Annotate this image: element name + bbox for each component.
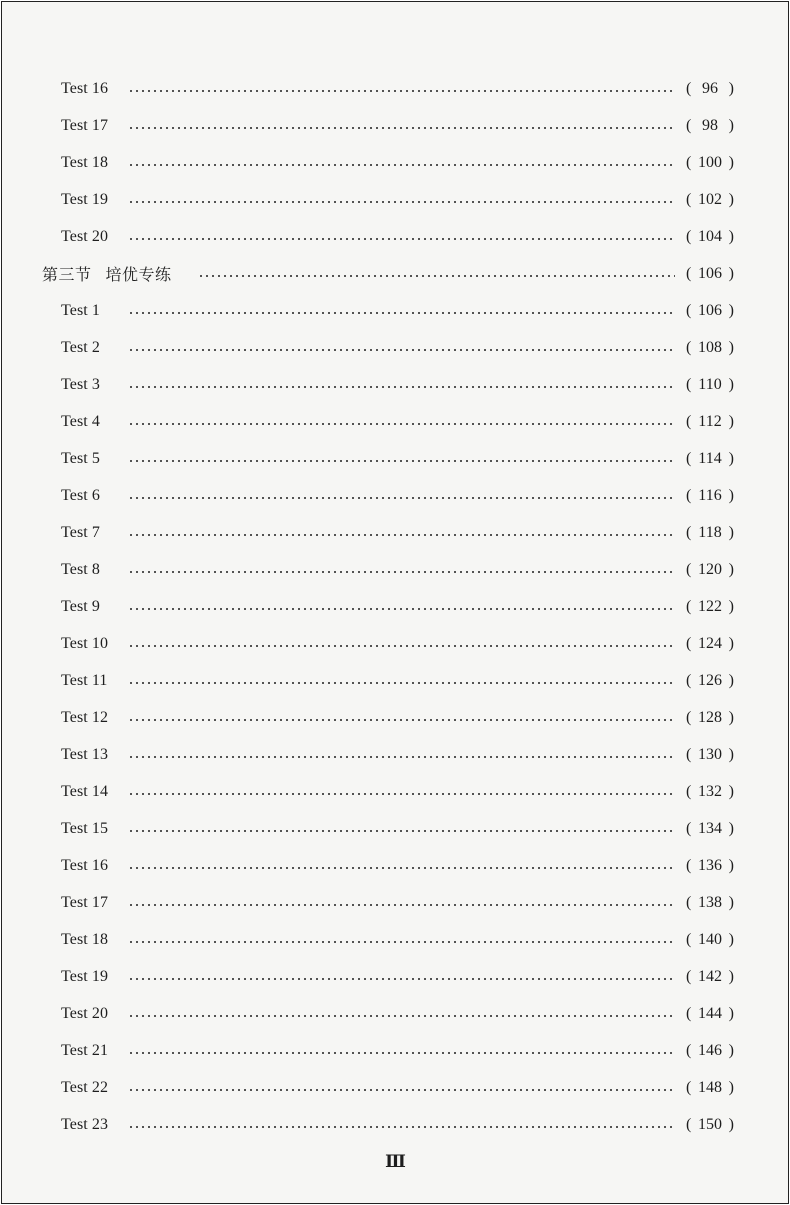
toc-entry bbox=[2, 699, 788, 736]
page-value: 136 bbox=[698, 856, 722, 874]
toc-entry-title: Test 7 bbox=[61, 523, 101, 541]
paren-open: ( bbox=[686, 301, 692, 319]
paren-close: ) bbox=[728, 671, 734, 689]
paren-open: ( bbox=[686, 1041, 692, 1059]
paren-close: ) bbox=[728, 745, 734, 763]
toc-page-number bbox=[686, 302, 734, 320]
paren-open: ( bbox=[686, 745, 692, 763]
dot-leader bbox=[128, 1126, 675, 1128]
toc-page-number bbox=[686, 820, 734, 838]
dot-leader bbox=[128, 90, 675, 92]
section-title: 培优专练 bbox=[105, 267, 172, 284]
toc-entry-title: Test 8 bbox=[61, 560, 101, 578]
paren-open: ( bbox=[686, 116, 692, 134]
page-value: 124 bbox=[698, 634, 722, 652]
toc-entry bbox=[2, 292, 788, 329]
toc-page-number bbox=[686, 968, 734, 986]
paren-open: ( bbox=[686, 153, 692, 171]
page-value: 132 bbox=[698, 782, 722, 800]
paren-open: ( bbox=[686, 893, 692, 911]
paren-close: ) bbox=[728, 449, 734, 467]
paren-open: ( bbox=[686, 856, 692, 874]
toc-page-number bbox=[686, 1116, 734, 1134]
paren-close: ) bbox=[728, 819, 734, 837]
toc-page-number bbox=[686, 487, 734, 505]
toc-page-number bbox=[686, 413, 734, 431]
paren-open: ( bbox=[686, 634, 692, 652]
dot-leader bbox=[128, 719, 675, 721]
paren-open: ( bbox=[686, 449, 692, 467]
page-value: 140 bbox=[698, 930, 722, 948]
toc-page-number bbox=[686, 598, 734, 616]
paren-close: ) bbox=[728, 1078, 734, 1096]
toc-entry-title: Test 17 bbox=[61, 116, 109, 134]
toc-entry bbox=[2, 588, 788, 625]
paren-close: ) bbox=[728, 227, 734, 245]
paren-open: ( bbox=[686, 708, 692, 726]
paren-close: ) bbox=[728, 893, 734, 911]
toc-entry-title: Test 4 bbox=[61, 412, 101, 430]
toc-entry bbox=[2, 1069, 788, 1106]
toc-entry-title: Test 15 bbox=[61, 819, 109, 837]
toc-entry bbox=[2, 884, 788, 921]
paren-open: ( bbox=[686, 819, 692, 837]
toc-entry bbox=[2, 662, 788, 699]
paren-close: ) bbox=[728, 301, 734, 319]
paren-close: ) bbox=[728, 116, 734, 134]
page-value: 96 bbox=[702, 79, 718, 97]
toc-entry bbox=[2, 736, 788, 773]
paren-open: ( bbox=[686, 1078, 692, 1096]
dot-leader bbox=[128, 571, 675, 573]
paren-open: ( bbox=[686, 523, 692, 541]
toc-entry bbox=[2, 810, 788, 847]
dot-leader bbox=[128, 1089, 675, 1091]
paren-close: ) bbox=[728, 153, 734, 171]
page-value: 148 bbox=[698, 1078, 722, 1096]
toc-entry-title: Test 1 bbox=[61, 301, 101, 319]
paren-close: ) bbox=[728, 375, 734, 393]
toc-entry-title: Test 6 bbox=[61, 486, 101, 504]
page-value: 106 bbox=[698, 264, 722, 282]
toc-entry bbox=[2, 773, 788, 810]
toc-entry-title: Test 21 bbox=[61, 1041, 109, 1059]
paren-open: ( bbox=[686, 671, 692, 689]
paren-close: ) bbox=[728, 338, 734, 356]
toc-page-number bbox=[686, 1005, 734, 1023]
page-number: Ⅲ bbox=[385, 1152, 405, 1171]
dot-leader bbox=[128, 645, 675, 647]
toc-entry-title: Test 11 bbox=[61, 671, 108, 689]
toc-page-number bbox=[686, 117, 734, 135]
toc-entry bbox=[2, 440, 788, 477]
page-value: 138 bbox=[698, 893, 722, 911]
toc-entry bbox=[2, 366, 788, 403]
toc-entry-title: Test 12 bbox=[61, 708, 109, 726]
toc-entry-title: Test 3 bbox=[61, 375, 101, 393]
dot-leader bbox=[128, 460, 675, 462]
paren-close: ) bbox=[728, 1004, 734, 1022]
paren-close: ) bbox=[728, 79, 734, 97]
page-value: 106 bbox=[698, 301, 722, 319]
dot-leader bbox=[128, 978, 675, 980]
toc-entry bbox=[2, 625, 788, 662]
dot-leader bbox=[128, 830, 675, 832]
toc-entry bbox=[2, 403, 788, 440]
toc-page-number bbox=[686, 1042, 734, 1060]
toc-entry bbox=[2, 514, 788, 551]
page-value: 110 bbox=[698, 375, 722, 393]
paren-close: ) bbox=[728, 1115, 734, 1133]
dot-leader bbox=[128, 1015, 675, 1017]
page-value: 146 bbox=[698, 1041, 722, 1059]
page-value: 108 bbox=[698, 338, 722, 356]
dot-leader bbox=[128, 867, 675, 869]
toc-entry bbox=[2, 921, 788, 958]
toc-entry-title: Test 5 bbox=[61, 449, 101, 467]
toc-page-number bbox=[686, 857, 734, 875]
paren-close: ) bbox=[728, 523, 734, 541]
toc-entry bbox=[2, 144, 788, 181]
toc-page-number bbox=[686, 746, 734, 764]
paren-close: ) bbox=[728, 190, 734, 208]
page-value: 120 bbox=[698, 560, 722, 578]
paren-close: ) bbox=[728, 634, 734, 652]
toc-page-number bbox=[686, 1079, 734, 1097]
section-number: 第三节 bbox=[42, 267, 92, 284]
dot-leader bbox=[128, 349, 675, 351]
toc-entry-title: Test 14 bbox=[61, 782, 109, 800]
page-value: 126 bbox=[698, 671, 722, 689]
toc-entry bbox=[2, 847, 788, 884]
toc-entry bbox=[2, 1106, 788, 1143]
paren-open: ( bbox=[686, 967, 692, 985]
toc-entry bbox=[2, 477, 788, 514]
toc-entry-title: Test 20 bbox=[61, 1004, 109, 1022]
page-value: 112 bbox=[698, 412, 722, 430]
toc-page-number bbox=[686, 561, 734, 579]
dot-leader bbox=[128, 201, 675, 203]
toc-entry bbox=[2, 958, 788, 995]
toc-page-number bbox=[686, 894, 734, 912]
paren-open: ( bbox=[686, 930, 692, 948]
paren-open: ( bbox=[686, 1115, 692, 1133]
paren-open: ( bbox=[686, 597, 692, 615]
paren-open: ( bbox=[686, 375, 692, 393]
toc-entry bbox=[2, 995, 788, 1032]
dot-leader bbox=[128, 164, 675, 166]
dot-leader bbox=[128, 497, 675, 499]
page-value: 114 bbox=[698, 449, 722, 467]
page-value: 128 bbox=[698, 708, 722, 726]
book-page bbox=[1, 1, 789, 1204]
page-value: 122 bbox=[698, 597, 722, 615]
toc-entry-title: Test 9 bbox=[61, 597, 101, 615]
toc-entry-title: Test 20 bbox=[61, 227, 109, 245]
paren-close: ) bbox=[728, 560, 734, 578]
toc-entry-title: Test 13 bbox=[61, 745, 109, 763]
page-value: 144 bbox=[698, 1004, 722, 1022]
dot-leader bbox=[128, 312, 675, 314]
paren-open: ( bbox=[686, 412, 692, 430]
toc-entry-title: Test 19 bbox=[61, 967, 109, 985]
paren-open: ( bbox=[686, 264, 692, 282]
dot-leader bbox=[128, 756, 675, 758]
paren-close: ) bbox=[728, 486, 734, 504]
toc-entry-title: Test 10 bbox=[61, 634, 109, 652]
paren-close: ) bbox=[728, 967, 734, 985]
dot-leader bbox=[128, 793, 675, 795]
toc-page-number bbox=[686, 265, 734, 283]
toc-entry bbox=[2, 107, 788, 144]
toc-entry-title: Test 18 bbox=[61, 153, 109, 171]
paren-open: ( bbox=[686, 338, 692, 356]
dot-leader bbox=[128, 534, 675, 536]
toc-entry-title: Test 16 bbox=[61, 79, 109, 97]
paren-open: ( bbox=[686, 782, 692, 800]
dot-leader bbox=[128, 904, 675, 906]
dot-leader bbox=[198, 275, 675, 277]
toc-page-number bbox=[686, 191, 734, 209]
paren-open: ( bbox=[686, 1004, 692, 1022]
toc-entry-title: Test 23 bbox=[61, 1115, 109, 1133]
toc-page-number bbox=[686, 450, 734, 468]
toc-entry-title: Test 16 bbox=[61, 856, 109, 874]
paren-close: ) bbox=[728, 264, 734, 282]
dot-leader bbox=[128, 423, 675, 425]
toc-entry-title: Test 17 bbox=[61, 893, 109, 911]
toc-entry bbox=[2, 551, 788, 588]
paren-close: ) bbox=[728, 782, 734, 800]
toc-page-number bbox=[686, 672, 734, 690]
paren-close: ) bbox=[728, 856, 734, 874]
paren-open: ( bbox=[686, 560, 692, 578]
toc-entry bbox=[2, 218, 788, 255]
page-value: 100 bbox=[698, 153, 722, 171]
toc-page-number bbox=[686, 339, 734, 357]
toc-entry bbox=[2, 329, 788, 366]
toc-entry-title: Test 18 bbox=[61, 930, 109, 948]
toc-entry bbox=[2, 70, 788, 107]
paren-open: ( bbox=[686, 79, 692, 97]
paren-open: ( bbox=[686, 227, 692, 245]
toc-entry-title: Test 22 bbox=[61, 1078, 109, 1096]
dot-leader bbox=[128, 941, 675, 943]
toc-entry-title bbox=[42, 262, 172, 285]
toc-page-number bbox=[686, 709, 734, 727]
dot-leader bbox=[128, 1052, 675, 1054]
page-value: 134 bbox=[698, 819, 722, 837]
page-value: 150 bbox=[698, 1115, 722, 1133]
paren-close: ) bbox=[728, 708, 734, 726]
page-value: 102 bbox=[698, 190, 722, 208]
dot-leader bbox=[128, 682, 675, 684]
toc-page-number bbox=[686, 783, 734, 801]
toc-entry-title: Test 2 bbox=[61, 338, 101, 356]
toc-page-number bbox=[686, 931, 734, 949]
toc-entry bbox=[2, 1032, 788, 1069]
table-of-contents bbox=[2, 70, 788, 1143]
page-value: 98 bbox=[702, 116, 718, 134]
page-value: 118 bbox=[698, 523, 722, 541]
paren-open: ( bbox=[686, 190, 692, 208]
dot-leader bbox=[128, 238, 675, 240]
page-value: 142 bbox=[698, 967, 722, 985]
paren-close: ) bbox=[728, 930, 734, 948]
dot-leader bbox=[128, 127, 675, 129]
toc-page-number bbox=[686, 524, 734, 542]
dot-leader bbox=[128, 608, 675, 610]
toc-entry bbox=[2, 181, 788, 218]
toc-section-entry bbox=[2, 255, 788, 292]
toc-page-number bbox=[686, 80, 734, 98]
paren-open: ( bbox=[686, 486, 692, 504]
paren-close: ) bbox=[728, 412, 734, 430]
page-value: 116 bbox=[698, 486, 722, 504]
paren-close: ) bbox=[728, 597, 734, 615]
paren-close: ) bbox=[728, 1041, 734, 1059]
page-value: 104 bbox=[698, 227, 722, 245]
toc-page-number bbox=[686, 376, 734, 394]
toc-page-number bbox=[686, 228, 734, 246]
page-value: 130 bbox=[698, 745, 722, 763]
toc-page-number bbox=[686, 635, 734, 653]
toc-entry-title: Test 19 bbox=[61, 190, 109, 208]
toc-page-number bbox=[686, 154, 734, 172]
dot-leader bbox=[128, 386, 675, 388]
